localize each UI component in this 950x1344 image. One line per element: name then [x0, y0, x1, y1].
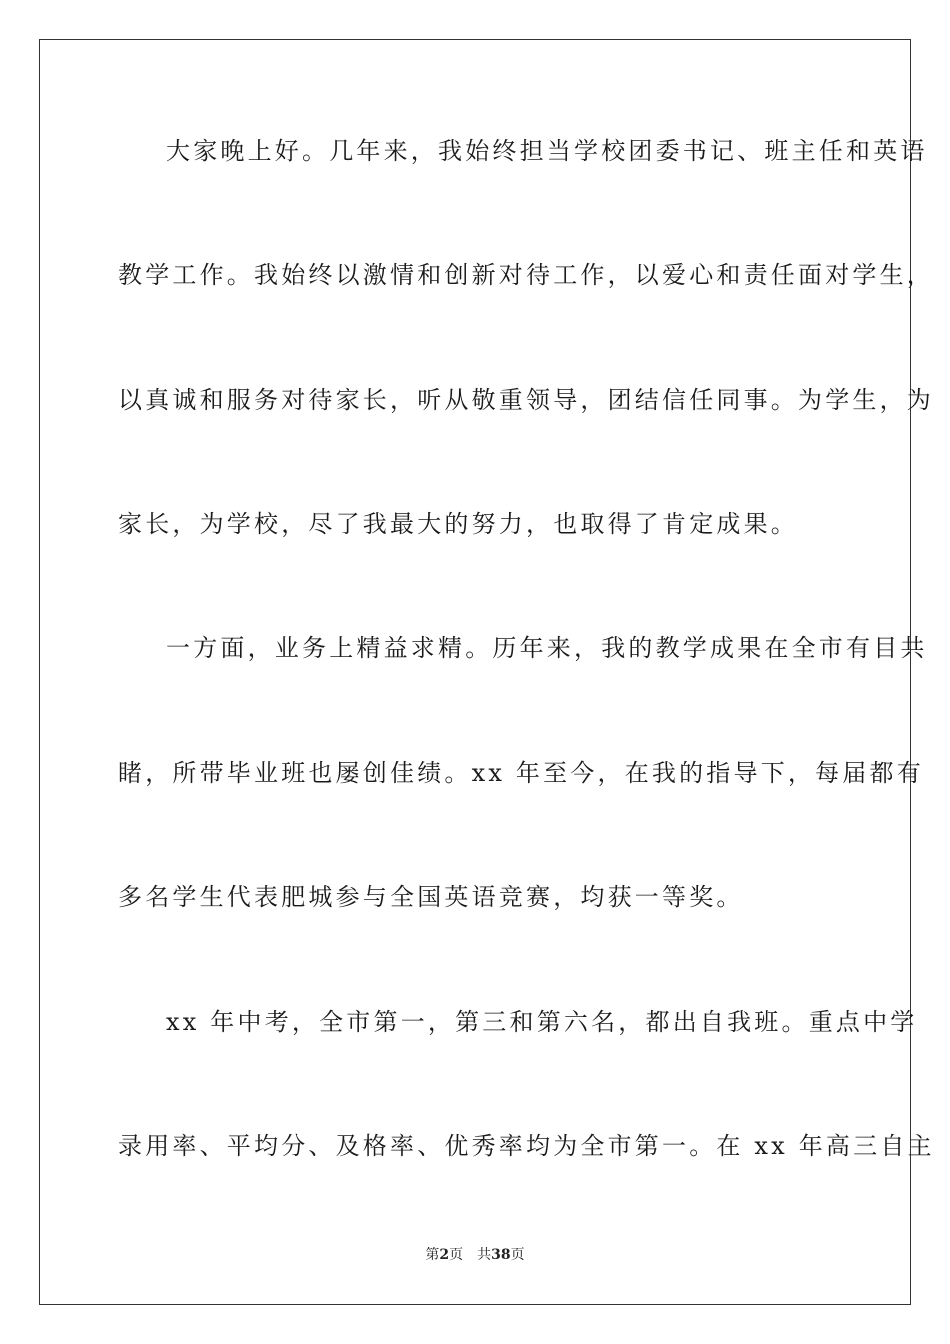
page-number: 2	[439, 1247, 450, 1263]
paragraph-line: 录用率、平均分、及格率、优秀率均为全市第一。在 xx 年高三自主	[118, 1132, 935, 1160]
page-frame	[39, 39, 911, 1305]
total-suffix: 页	[510, 1247, 525, 1263]
page-prefix: 第	[425, 1247, 440, 1263]
paragraph-line: 家长，为学校，尽了我最大的努力，也取得了肯定成果。	[118, 510, 798, 538]
paragraph-line: 一方面，业务上精益求精。历年来，我的教学成果在全市有目共	[166, 634, 928, 662]
paragraph-line: 睹，所带毕业班也屡创佳绩。xx 年至今，在我的指导下，每届都有	[118, 759, 924, 787]
paragraph-line: xx 年中考，全市第一，第三和第六名，都出自我班。重点中学	[166, 1008, 918, 1036]
paragraph-line: 教学工作。我始终以激情和创新对待工作，以爱心和责任面对学生，	[118, 261, 934, 289]
total-pages: 38	[491, 1247, 511, 1263]
total-prefix: 共	[477, 1247, 492, 1263]
page-footer	[0, 1246, 950, 1264]
paragraph-line: 以真诚和服务对待家长，听从敬重领导，团结信任同事。为学生，为	[118, 386, 934, 414]
paragraph-line: 多名学生代表肥城参与全国英语竞赛，均获一等奖。	[118, 883, 744, 911]
page-suffix: 页	[449, 1247, 464, 1263]
paragraph-line: 大家晚上好。几年来，我始终担当学校团委书记、班主任和英语	[166, 137, 928, 165]
